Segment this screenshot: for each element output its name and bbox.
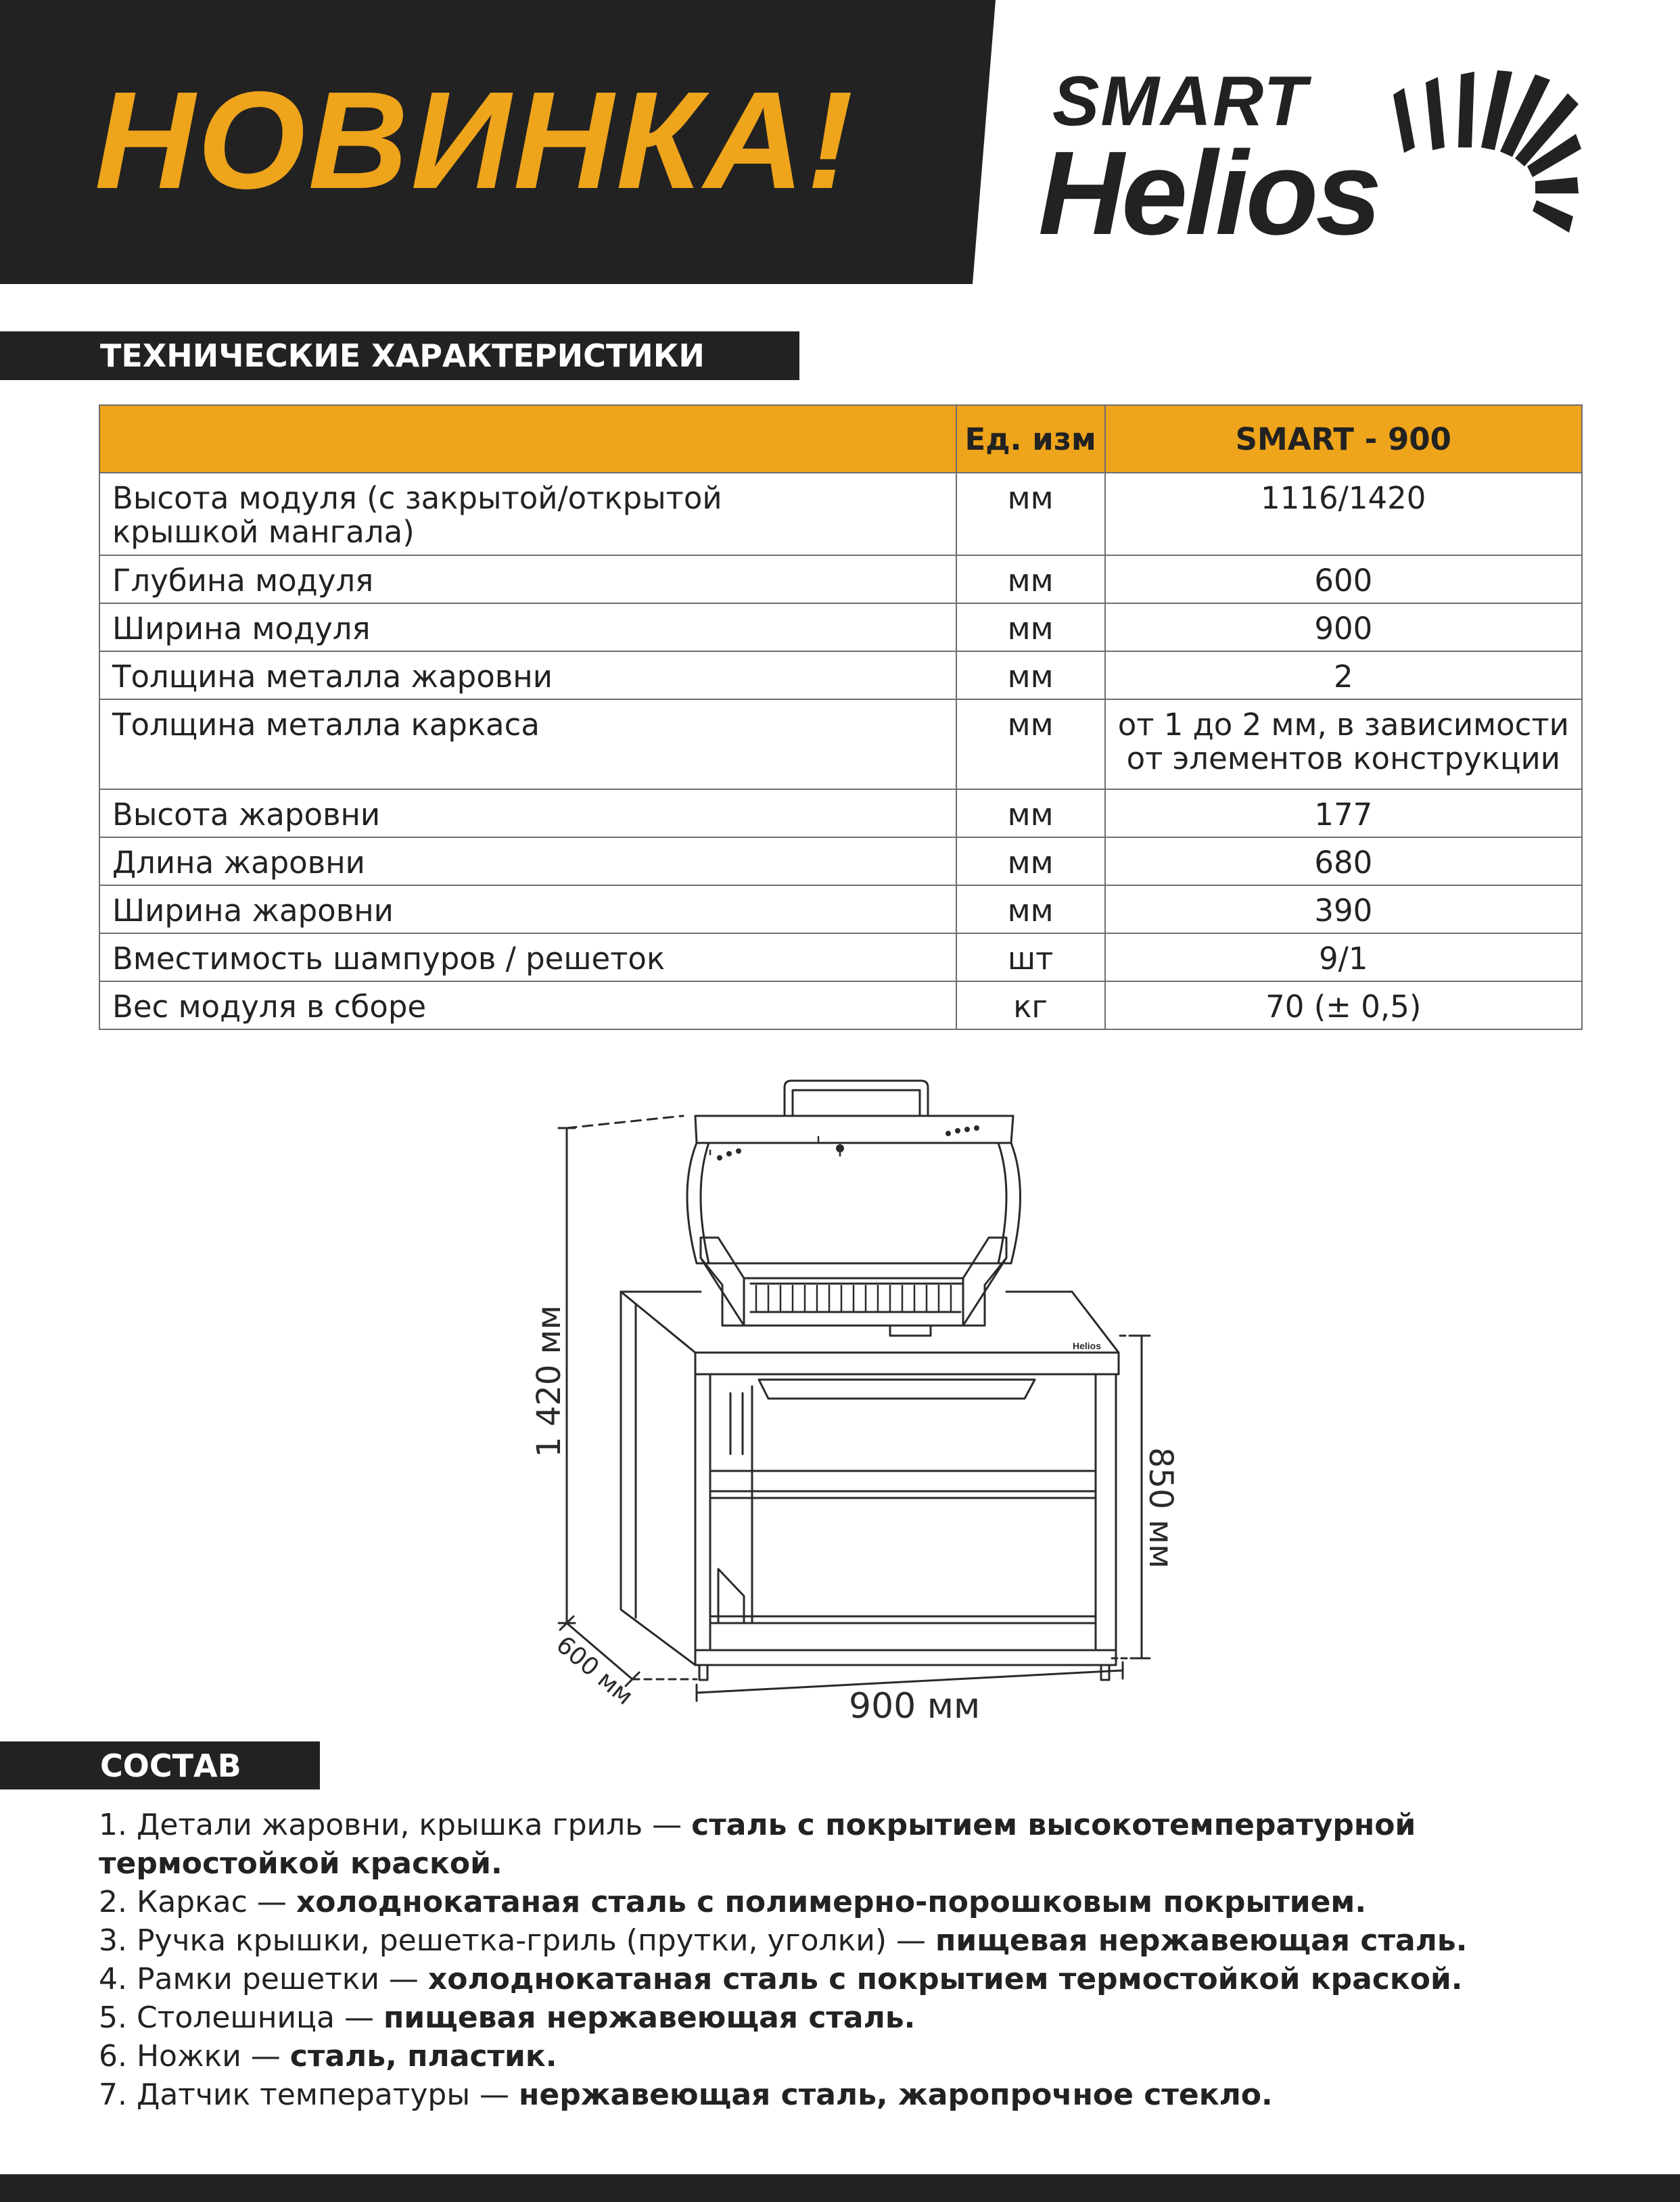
footer-bar (0, 2174, 1680, 2202)
dim-height-body-label: 850 мм (1142, 1447, 1180, 1569)
list-item: 7. Датчик температуры — нержавеющая сталь, жаропрочное стекло. (99, 2078, 1273, 2112)
unit-cell: мм (956, 603, 1105, 651)
param-cell: Толщина металла жаровни (99, 651, 956, 699)
param-cell: Вес модуля в сборе (99, 981, 956, 1029)
list-item: 6. Ножки — сталь, пластик. (99, 2039, 557, 2074)
list-item: 1. Детали жаровни, крышка гриль — сталь с покрытием высокотемпературной (99, 1808, 1416, 1842)
col-header-model: SMART - 900 (1105, 405, 1582, 473)
param-cell: Высота жаровни (99, 789, 956, 837)
value-cell: 177 (1105, 789, 1582, 837)
unit-cell: кг (956, 981, 1105, 1029)
dim-depth-label: 600 мм (551, 1631, 638, 1711)
list-item: термостойкой краской. (99, 1846, 503, 1881)
headline: НОВИНКА! (95, 63, 856, 218)
composition-section-title (0, 1741, 320, 1789)
unit-cell: мм (956, 651, 1105, 699)
param-cell: Длина жаровни (99, 837, 956, 885)
composition-section-title-text: СОСТАВ (100, 1747, 241, 1784)
composition-list (99, 1806, 1620, 2114)
list-item: 4. Рамки решетки — холоднокатаная сталь с покрытием термостойкой краской. (99, 1962, 1463, 1996)
col-header-unit: Ед. изм (956, 405, 1105, 473)
param-cell: Глубина модуля (99, 555, 956, 603)
unit-cell: мм (956, 699, 1105, 789)
param-cell: Толщина металла каркаса (99, 699, 956, 789)
param-cell: Ширина жаровни (99, 885, 956, 933)
specs-section-title-text: ТЕХНИЧЕСКИЕ ХАРАКТЕРИСТИКИ (100, 337, 705, 374)
unit-cell: мм (956, 885, 1105, 933)
unit-cell: шт (956, 933, 1105, 981)
unit-cell: мм (956, 555, 1105, 603)
value-cell: 2 (1105, 651, 1582, 699)
drawing-brand-plate: Helios (1073, 1340, 1102, 1351)
unit-cell: мм (956, 473, 1105, 555)
dim-height-open-label: 1 420 мм (530, 1305, 568, 1457)
unit-cell: мм (956, 789, 1105, 837)
value-cell: 600 (1105, 555, 1582, 603)
value-cell: 1116/1420 (1105, 473, 1582, 555)
value-cell: 680 (1105, 837, 1582, 885)
value-cell: 900 (1105, 603, 1582, 651)
param-cell: Высота модуля (с закрытой/открытой крышкой мангала) (99, 473, 956, 555)
param-cell: Вместимость шампуров / решеток (99, 933, 956, 981)
brand-logo-helios: Helios (1038, 127, 1380, 260)
list-item: 2. Каркас — холоднокатаная сталь с полимерно-порошковым покрытием. (99, 1885, 1367, 1919)
value-cell: от 1 до 2 мм, в зависимости от элементов конструкции (1105, 699, 1582, 789)
list-item: 5. Столешница — пищевая нержавеющая сталь. (99, 2000, 916, 2035)
value-cell: 9/1 (1105, 933, 1582, 981)
value-cell: 70 (± 0,5) (1105, 981, 1582, 1029)
dim-width-label: 900 мм (849, 1686, 981, 1727)
list-item: 3. Ручка крышки, решетка-гриль (прутки, уголки) — пищевая нержавеющая сталь. (99, 1923, 1468, 1958)
brand-logo-smart: SMART (1052, 62, 1308, 141)
param-cell: Ширина модуля (99, 603, 956, 651)
value-cell: 390 (1105, 885, 1582, 933)
unit-cell: мм (956, 837, 1105, 885)
